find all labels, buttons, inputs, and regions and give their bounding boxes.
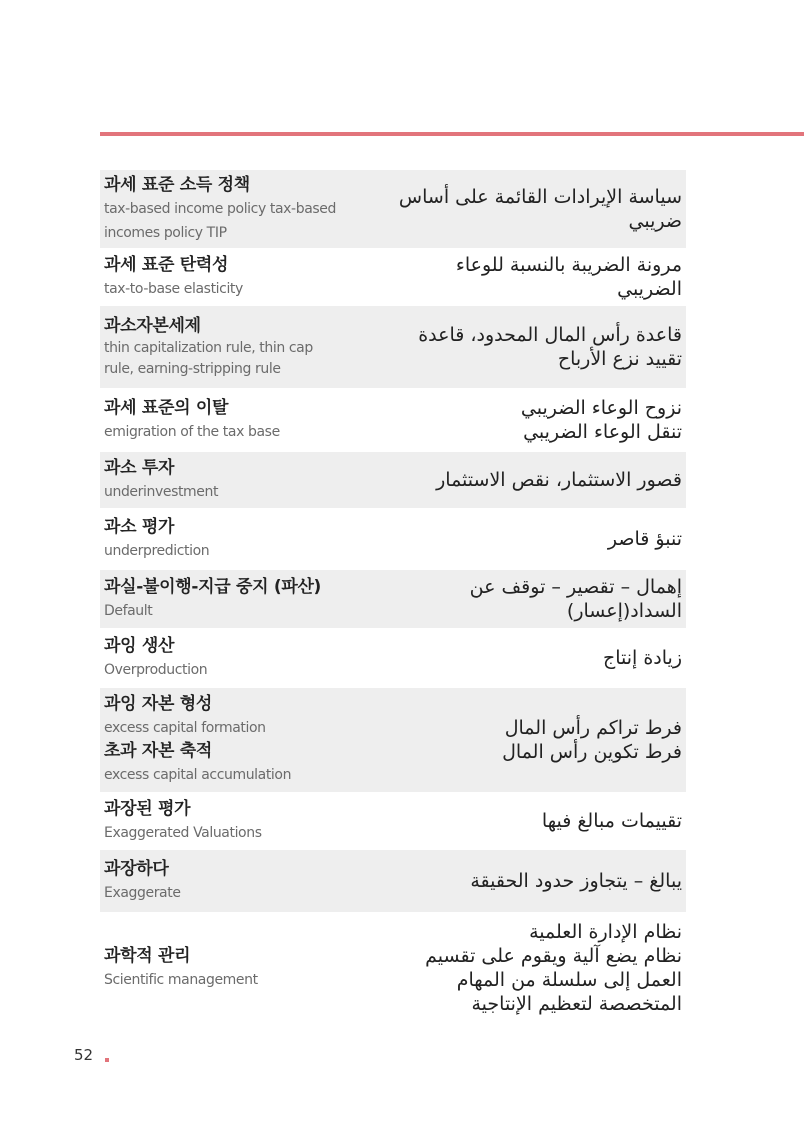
korean-term: 초과 자본 축적 xyxy=(104,741,212,761)
term-source xyxy=(104,174,366,245)
glossary-row xyxy=(100,452,686,508)
arabic-translation xyxy=(374,575,684,623)
term-source xyxy=(104,798,366,845)
arabic-line: تقييمات مبالغ فيها xyxy=(541,810,682,832)
english-term: Scientific management xyxy=(104,971,258,988)
glossary-row xyxy=(100,912,686,1024)
top-accent-rule xyxy=(100,132,804,136)
arabic-line: تنبؤ قاصر xyxy=(607,528,682,550)
korean-term: 과세 표준의 이탈 xyxy=(104,397,229,418)
english-term: thin capitalization rule, thin cap xyxy=(104,339,313,356)
arabic-translation xyxy=(374,869,684,893)
arabic-line: مرونة الضريبة بالنسبة للوعاء xyxy=(455,254,682,276)
term-source xyxy=(104,254,366,301)
glossary-row xyxy=(100,850,686,912)
arabic-line: العمل إلى سلسلة من المهام xyxy=(456,969,682,991)
page-number-accent-dot xyxy=(105,1058,109,1062)
arabic-line: نظام الإدارة العلمية xyxy=(529,921,682,943)
korean-term: 과실-불이행-지급 중지 (파산) xyxy=(104,576,322,597)
arabic-line: زيادة إنتاج xyxy=(602,647,682,669)
english-term: underinvestment xyxy=(104,483,219,500)
glossary-row xyxy=(100,388,686,452)
arabic-line: إهمال – تقصير – توقف عن xyxy=(469,576,682,598)
term-source xyxy=(104,397,366,444)
arabic-line: تنقل الوعاء الضريبي xyxy=(523,421,682,443)
arabic-translation xyxy=(374,920,684,1016)
glossary-row xyxy=(100,688,686,792)
glossary-row xyxy=(100,628,686,688)
korean-term: 과소 평가 xyxy=(104,516,175,537)
arabic-translation xyxy=(374,809,684,833)
english-term: Exaggerate xyxy=(104,884,181,901)
korean-term: 과학적 관리 xyxy=(104,945,191,966)
glossary-row xyxy=(100,248,686,306)
korean-term: 과장된 평가 xyxy=(104,798,191,819)
korean-term: 과소자본세제 xyxy=(104,315,201,336)
english-term: incomes policy TIP xyxy=(104,224,227,241)
english-term: rule, earning-stripping rule xyxy=(104,360,281,377)
glossary-row xyxy=(100,792,686,850)
arabic-line: السداد(إعسار) xyxy=(566,600,682,622)
arabic-line: قصور الاستثمار، نقص الاستثمار xyxy=(436,469,682,491)
term-source xyxy=(104,576,366,623)
arabic-line: فرط تكوين رأس المال xyxy=(502,741,682,763)
glossary-row xyxy=(100,508,686,570)
korean-term: 과장하다 xyxy=(104,858,169,879)
arabic-line: المتخصصة لتعظيم الإنتاجية xyxy=(471,993,682,1015)
arabic-translation xyxy=(374,253,684,301)
term-source xyxy=(104,635,366,682)
glossary-row xyxy=(100,306,686,388)
arabic-translation xyxy=(374,323,684,371)
korean-term: 과잉 생산 xyxy=(104,635,175,656)
glossary-row xyxy=(100,170,686,248)
korean-term: 과세 표준 탄력성 xyxy=(104,254,229,275)
arabic-line: نزوح الوعاء الضريبي xyxy=(520,397,682,419)
english-term: Default xyxy=(104,602,153,619)
term-source xyxy=(104,945,366,992)
arabic-line: يبالغ – يتجاوز حدود الحقيقة xyxy=(470,870,682,892)
english-term: excess capital accumulation xyxy=(104,767,292,783)
glossary-table xyxy=(100,170,686,1024)
arabic-line: سياسة الإيرادات القائمة على أساس xyxy=(398,186,682,208)
arabic-line: قاعدة رأس المال المحدود، قاعدة xyxy=(418,324,682,346)
term-source xyxy=(104,693,366,787)
english-term: Exaggerated Valuations xyxy=(104,824,262,841)
arabic-translation xyxy=(374,396,684,444)
term-source xyxy=(104,516,366,563)
arabic-line: الضريبي xyxy=(617,278,682,300)
english-term: Overproduction xyxy=(104,661,208,678)
term-source xyxy=(104,457,366,504)
korean-term: 과잉 자본 형성 xyxy=(104,694,212,714)
arabic-translation xyxy=(374,468,684,492)
arabic-translation xyxy=(374,185,684,233)
english-term: excess capital formation xyxy=(104,720,266,736)
arabic-translation xyxy=(374,527,684,551)
glossary-row xyxy=(100,570,686,628)
korean-term: 과소 투자 xyxy=(104,457,175,478)
arabic-line: فرط تراكم رأس المال xyxy=(504,717,682,739)
arabic-translation xyxy=(374,716,684,764)
english-term: tax-to-base elasticity xyxy=(104,280,243,297)
english-term: tax-based income policy tax-based xyxy=(104,200,336,217)
english-term: emigration of the tax base xyxy=(104,423,280,440)
english-term: underprediction xyxy=(104,542,210,559)
term-source xyxy=(104,858,366,905)
arabic-line: ضريبي xyxy=(628,210,682,232)
term-source xyxy=(104,315,366,380)
page-number: 52 xyxy=(74,1046,94,1064)
arabic-line: نظام يضع آلية ويقوم على تقسيم xyxy=(425,945,682,967)
arabic-translation xyxy=(374,646,684,670)
arabic-line: تقييد نزع الأرباح xyxy=(557,348,682,370)
korean-term: 과세 표준 소득 정책 xyxy=(104,174,250,195)
